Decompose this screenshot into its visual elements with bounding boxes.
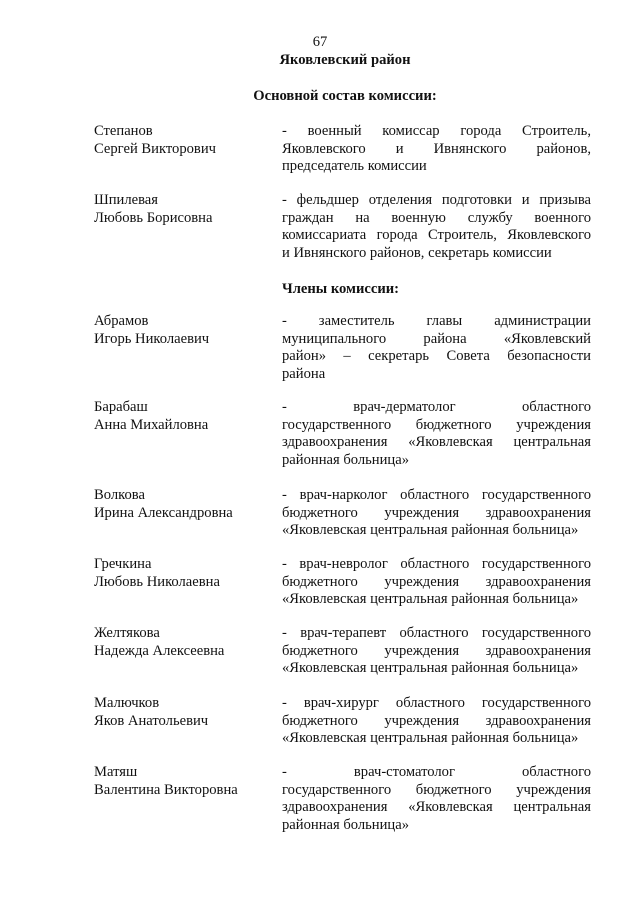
- member-role: [282, 192, 591, 262]
- member-surname: Абрамов: [94, 313, 149, 329]
- member-role: [282, 487, 591, 540]
- member-surname: Гречкина: [94, 556, 152, 572]
- role-line: район» – секретарь Совета безопасности: [282, 348, 591, 365]
- member-name: [94, 313, 274, 348]
- member-surname: Шпилевая: [94, 192, 158, 208]
- member-surname: Барабаш: [94, 399, 148, 415]
- role-line: граждан на военную службу военного: [282, 209, 591, 226]
- role-line: «Яковлевская центральная районная больница»: [282, 730, 579, 747]
- role-line: районная больница»: [282, 816, 410, 833]
- role-line: бюджетного учреждения здравоохранения: [282, 573, 591, 590]
- page-number: 67: [312, 34, 328, 50]
- member-given-name: Любовь Николаевна: [94, 573, 220, 590]
- role-line: бюджетного учреждения здравоохранения: [282, 642, 591, 659]
- member-name: [94, 192, 274, 227]
- role-line: «Яковлевская центральная районная больница»: [282, 522, 579, 539]
- members-heading: Члены комиссии:: [282, 281, 400, 297]
- member-role: [282, 313, 591, 383]
- member-given-name: Валентина Викторовна: [94, 781, 238, 798]
- member-name: [94, 695, 274, 730]
- member-given-name: Яков Анатольевич: [94, 712, 209, 729]
- member-role: [282, 399, 591, 469]
- role-line: - фельдшер отделения подготовки и призыва: [282, 192, 591, 208]
- role-line: государственного бюджетного учреждения: [282, 416, 591, 433]
- member-name: [94, 556, 274, 591]
- role-line: здравоохранения «Яковлевская центральная: [282, 799, 591, 816]
- role-line: - врач-дерматолог областного: [282, 399, 591, 415]
- member-given-name: Анна Михайловна: [94, 416, 209, 433]
- member-name: [94, 399, 274, 434]
- role-line: - врач-хирург областного государственного: [282, 695, 591, 711]
- role-line: - врач-невролог областного государственного: [282, 556, 591, 572]
- role-line: и Ивнянского районов, секретарь комиссии: [282, 244, 552, 261]
- role-line: - врач-нарколог областного государственного: [282, 487, 591, 503]
- member-surname: Матяш: [94, 764, 138, 780]
- member-given-name: Сергей Викторович: [94, 140, 216, 157]
- role-line: - военный комиссар города Строитель,: [282, 123, 591, 139]
- member-role: [282, 123, 591, 176]
- member-name: [94, 487, 274, 522]
- member-name: [94, 625, 274, 660]
- role-line: государственного бюджетного учреждения: [282, 781, 591, 798]
- member-role: [282, 556, 591, 609]
- role-line: здравоохранения «Яковлевская центральная: [282, 434, 591, 451]
- role-line: бюджетного учреждения здравоохранения: [282, 504, 591, 521]
- member-surname: Малючков: [94, 695, 160, 711]
- member-given-name: Ирина Александровна: [94, 504, 233, 521]
- role-line: комиссариата города Строитель, Яковлевского: [282, 227, 591, 244]
- role-line: - заместитель главы администрации: [282, 313, 591, 329]
- role-line: муниципального района «Яковлевский: [282, 330, 591, 347]
- member-given-name: Надежда Алексеевна: [94, 642, 225, 659]
- role-line: - врач-терапевт областного государственного: [282, 625, 591, 641]
- member-role: [282, 695, 591, 748]
- member-surname: Волкова: [94, 487, 145, 503]
- member-name: [94, 123, 274, 158]
- member-given-name: Игорь Николаевич: [94, 330, 210, 347]
- district-title: Яковлевский район: [279, 52, 411, 68]
- member-surname: Степанов: [94, 123, 153, 139]
- member-role: [282, 764, 591, 834]
- role-line: «Яковлевская центральная районная больница»: [282, 660, 579, 677]
- role-line: бюджетного учреждения здравоохранения: [282, 712, 591, 729]
- member-surname: Желтякова: [94, 625, 160, 641]
- role-line: «Яковлевская центральная районная больница»: [282, 591, 579, 608]
- role-line: Яковлевского и Ивнянского районов,: [282, 140, 591, 157]
- member-given-name: Любовь Борисовна: [94, 209, 213, 226]
- main-composition-heading: Основной состав комиссии:: [253, 88, 437, 104]
- role-line: председатель комиссии: [282, 158, 427, 175]
- member-name: [94, 764, 274, 799]
- member-role: [282, 625, 591, 678]
- role-line: районная больница»: [282, 451, 410, 468]
- role-line: района: [282, 365, 326, 382]
- role-line: - врач-стоматолог областного: [282, 764, 591, 780]
